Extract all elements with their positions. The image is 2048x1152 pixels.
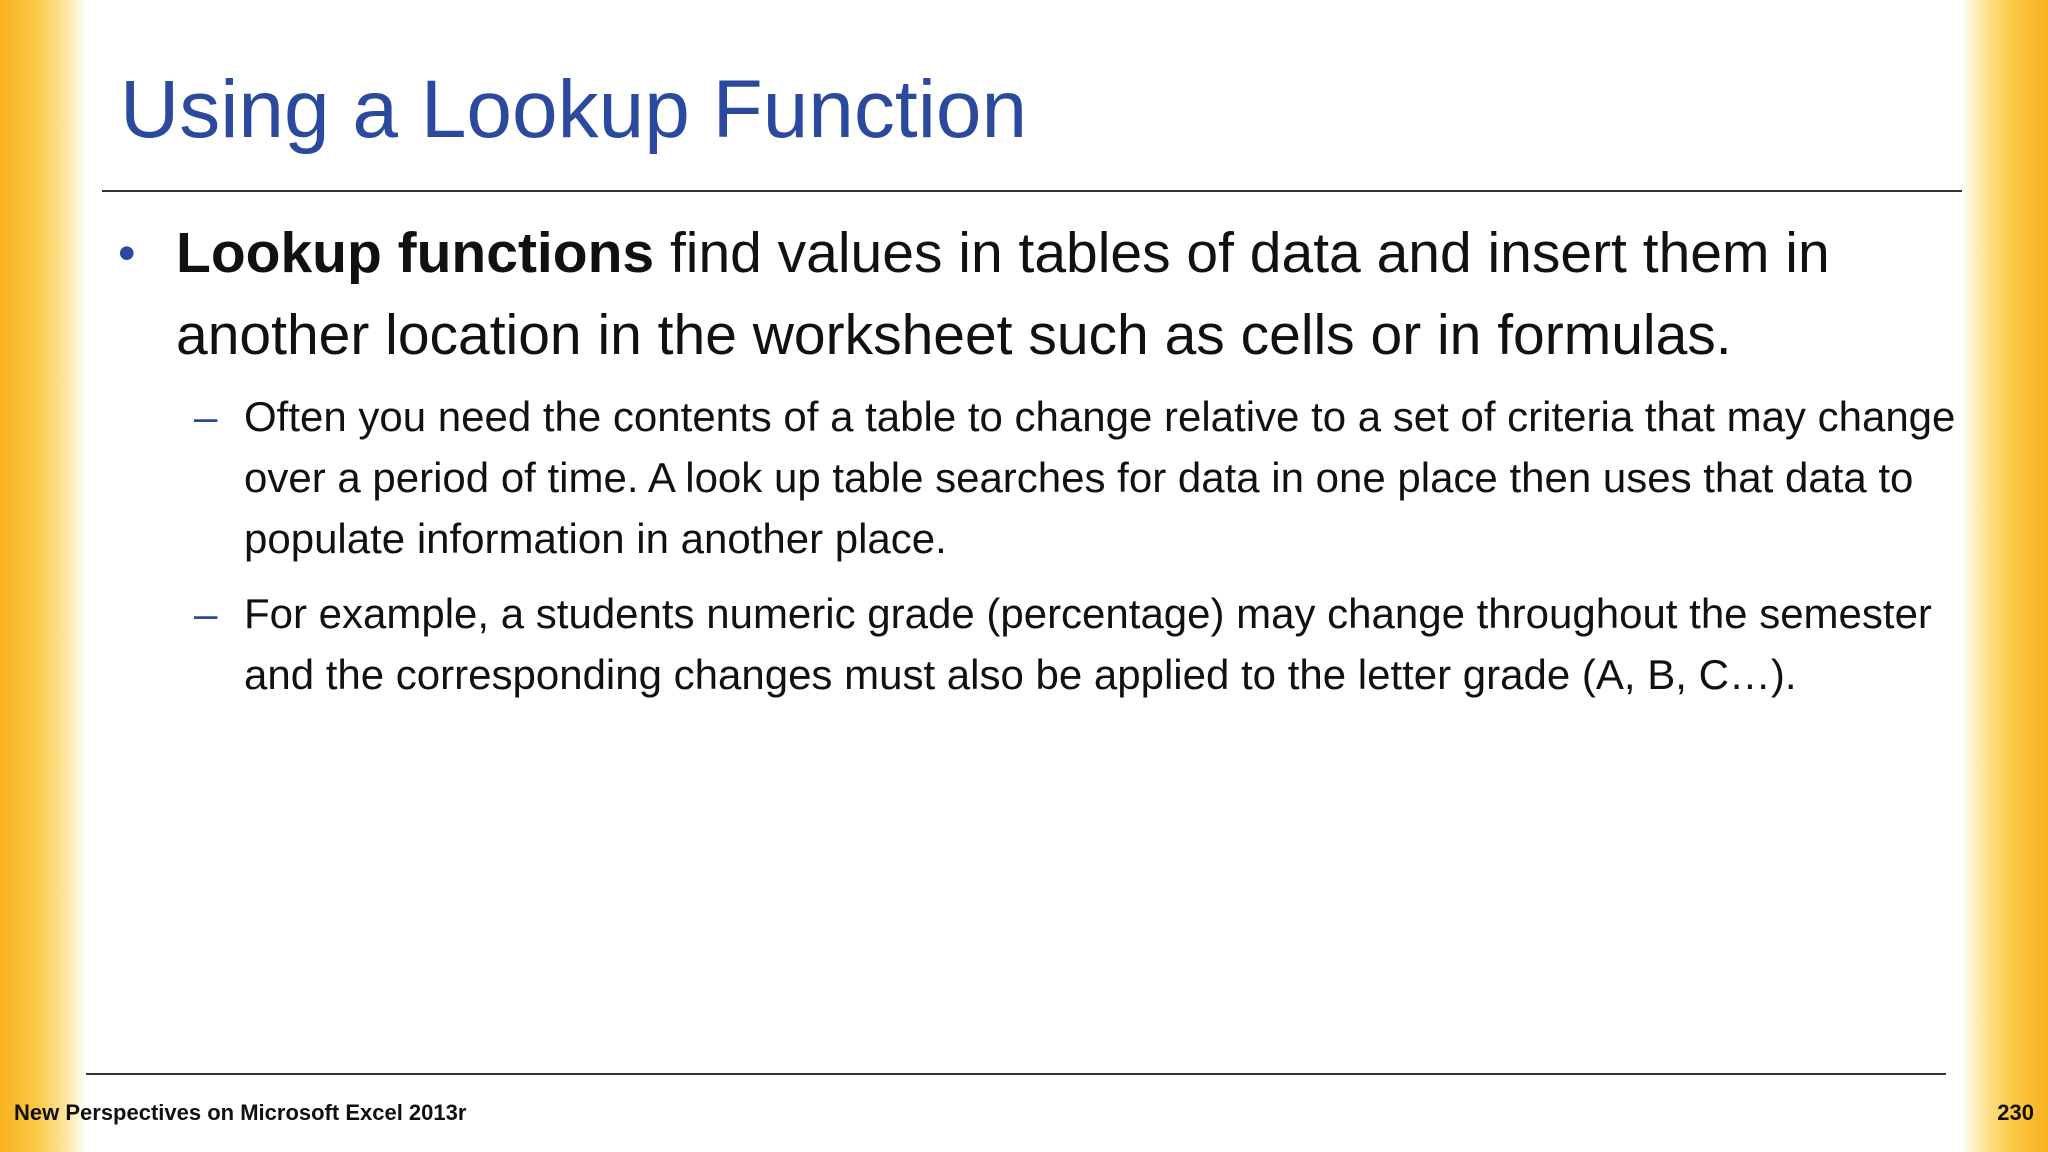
sub-bullet-text: For example, a students numeric grade (percentage) may change throughout the semester and the corresponding changes must also be applied to the letter grade (A, B, C…).	[244, 590, 1932, 698]
title-divider	[102, 190, 1962, 192]
main-bullet	[116, 212, 1956, 376]
main-bullet-text: find values in tables of data and insert them in another location in the worksheet such as cells or in formulas.	[176, 221, 1830, 367]
sub-bullet	[116, 583, 1956, 705]
left-gold-stripe	[0, 0, 86, 1152]
sub-bullet	[116, 386, 1956, 569]
footer-course-title: New Perspectives on Microsoft Excel 2013r	[14, 1100, 467, 1125]
dash-icon: –	[194, 393, 218, 440]
dash-icon: –	[194, 590, 218, 637]
footer-divider	[86, 1073, 1946, 1075]
sub-bullet-text: Often you need the contents of a table to change relative to a set of criteria that may change over a period of time. A look up table searches for data in one place then uses that data to populate information in another place.	[244, 393, 1956, 562]
page-number: 230	[1997, 1100, 2034, 1125]
slide-title: Using a Lookup Function	[120, 64, 1028, 155]
bullet-dot-icon: •	[118, 225, 136, 281]
right-gold-stripe	[1962, 0, 2048, 1152]
main-bullet-bold: Lookup functions	[176, 221, 655, 285]
sub-bullet-list	[116, 386, 1956, 705]
slide-content	[116, 212, 1956, 719]
